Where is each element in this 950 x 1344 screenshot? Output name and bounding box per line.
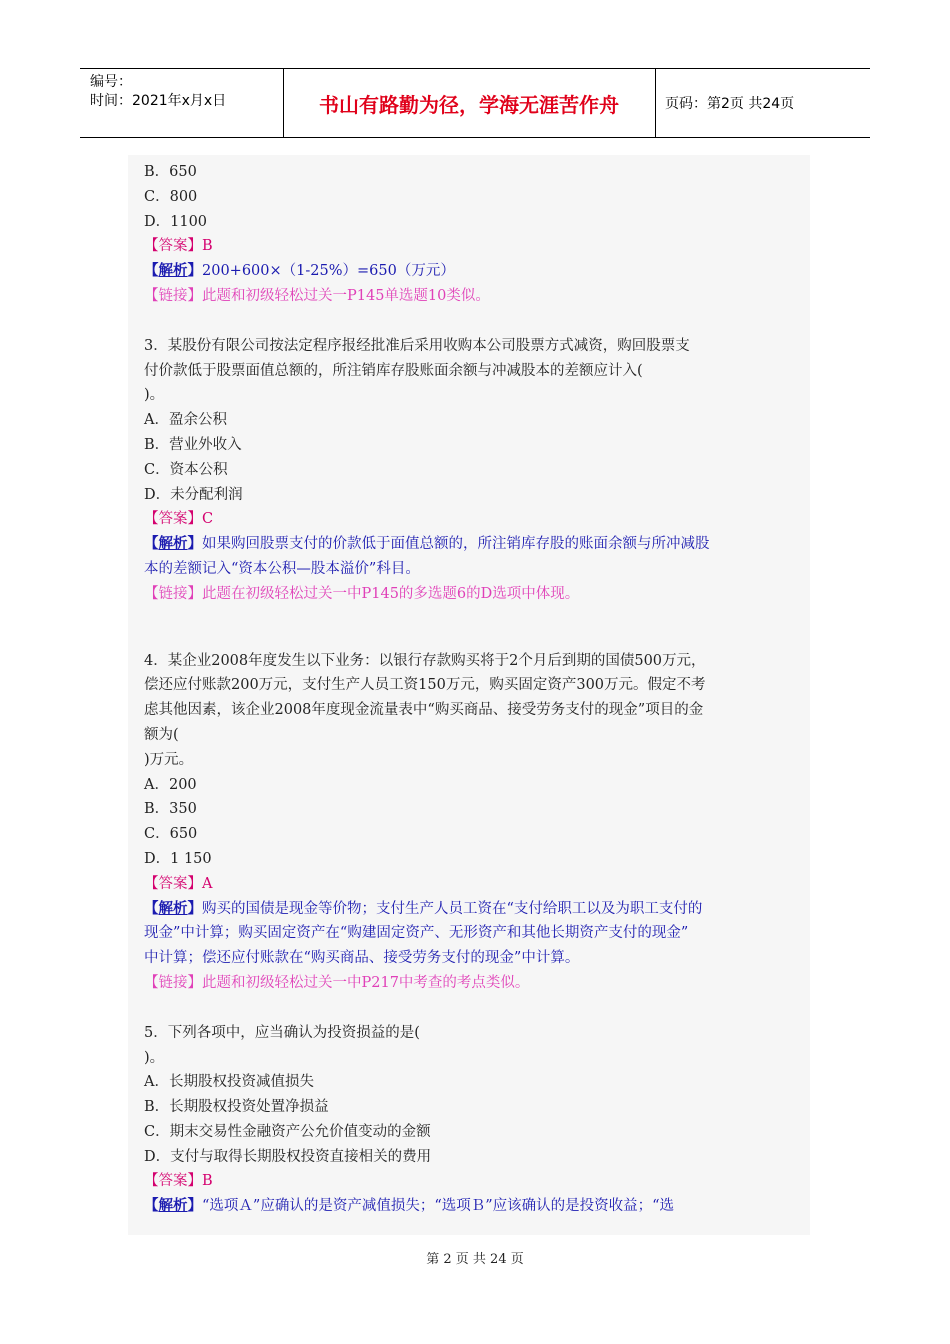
document-date: 时间：2021年x月x日 [90,93,227,109]
option: B．350 [144,801,197,818]
answer: 【答案】B [144,1173,213,1190]
header-motto: 书山有路勤为径，学海无涯苦作舟 [319,92,619,117]
document-number: 编号： [90,74,132,90]
option: D．未分配利润 [144,486,243,503]
question-stem: 5．下列各项中，应当确认为投资损益的是( [144,1024,420,1041]
question-stem: )。 [144,387,165,404]
header-meta [90,73,226,111]
option: D．1 150 [144,850,212,867]
explanation: 【解析】如果购回股票支付的价款低于面值总额的，所注销库存股的账面余额与所冲减股 [144,535,710,553]
question-stem: 4．某企业2008年度发生以下业务：以银行存款购买将于2个月后到期的国债500万元， [144,652,706,669]
option: C．800 [144,188,198,205]
explanation: 【解析】200+600×（1-25%）=650（万元） [144,262,455,280]
document-body [144,160,814,1219]
option: C．期末交易性金融资产公允价值变动的金额 [144,1123,431,1140]
page-header [80,68,870,138]
option: C．650 [144,826,198,843]
option: D．1100 [144,213,208,230]
option: A．盈余公积 [144,412,227,429]
explanation: 【解析】购买的国债是现金等价物；支付生产人员工资在“支付给职工以及为职工支付的 [144,899,703,917]
header-divider [655,69,656,137]
question-stem: )万元。 [144,751,194,768]
question-stem: )。 [144,1049,165,1066]
explanation-continued: 现金”中计算；购买固定资产在“购建固定资产、无形资产和其他长期资产支付的现金” [144,925,689,942]
answer: 【答案】C [144,511,214,528]
explanation-continued: 中计算；偿还应付账款在“购买商品、接受劳务支付的现金”中计算。 [144,950,580,967]
question-stem: 3．某股份有限公司按法定程序报经批准后采用收购本公司股票方式减资，购回股票支 [144,337,690,354]
page-footer: 第 2 页 共 24 页 [426,1252,524,1267]
option: B．营业外收入 [144,436,242,453]
reference-link: 【链接】此题和初级轻松过关一中P217中考查的考点类似。 [144,974,530,991]
answer: 【答案】B [144,238,213,255]
question-stem: 虑其他因素，该企业2008年度现金流量表中“购买商品、接受劳务支付的现金”项目的金 [144,702,704,719]
question-stem: 付价款低于股票面值总额的，所注销库存股账面余额与冲减股本的差额应计入( [144,362,643,379]
answer: 【答案】A [144,875,213,892]
option: B．650 [144,164,197,180]
explanation-continued: 本的差额记入“资本公积—股本溢价”科目。 [144,560,420,577]
option: D．支付与取得长期股权投资直接相关的费用 [144,1148,432,1165]
header-page-number: 页码：第2页 共24页 [665,96,795,112]
reference-link: 【链接】此题和初级轻松过关一P145单选题10类似。 [144,287,490,304]
question-stem: 偿还应付账款200万元，支付生产人员工资150万元，购买固定资产300万元。假定不考 [144,677,706,694]
option: A．长期股权投资减值损失 [144,1074,314,1091]
question-stem: 额为( [144,726,179,743]
explanation: 【解析】“选项Ａ”应确认的是资产减值损失；“选项Ｂ”应该确认的是投资收益；“选 [144,1197,675,1215]
option: C．资本公积 [144,461,228,478]
reference-link: 【链接】此题在初级轻松过关一中P145的多选题6的D选项中体现。 [144,585,580,602]
option: A．200 [144,776,197,793]
option: B．长期股权投资处置净损益 [144,1099,329,1116]
